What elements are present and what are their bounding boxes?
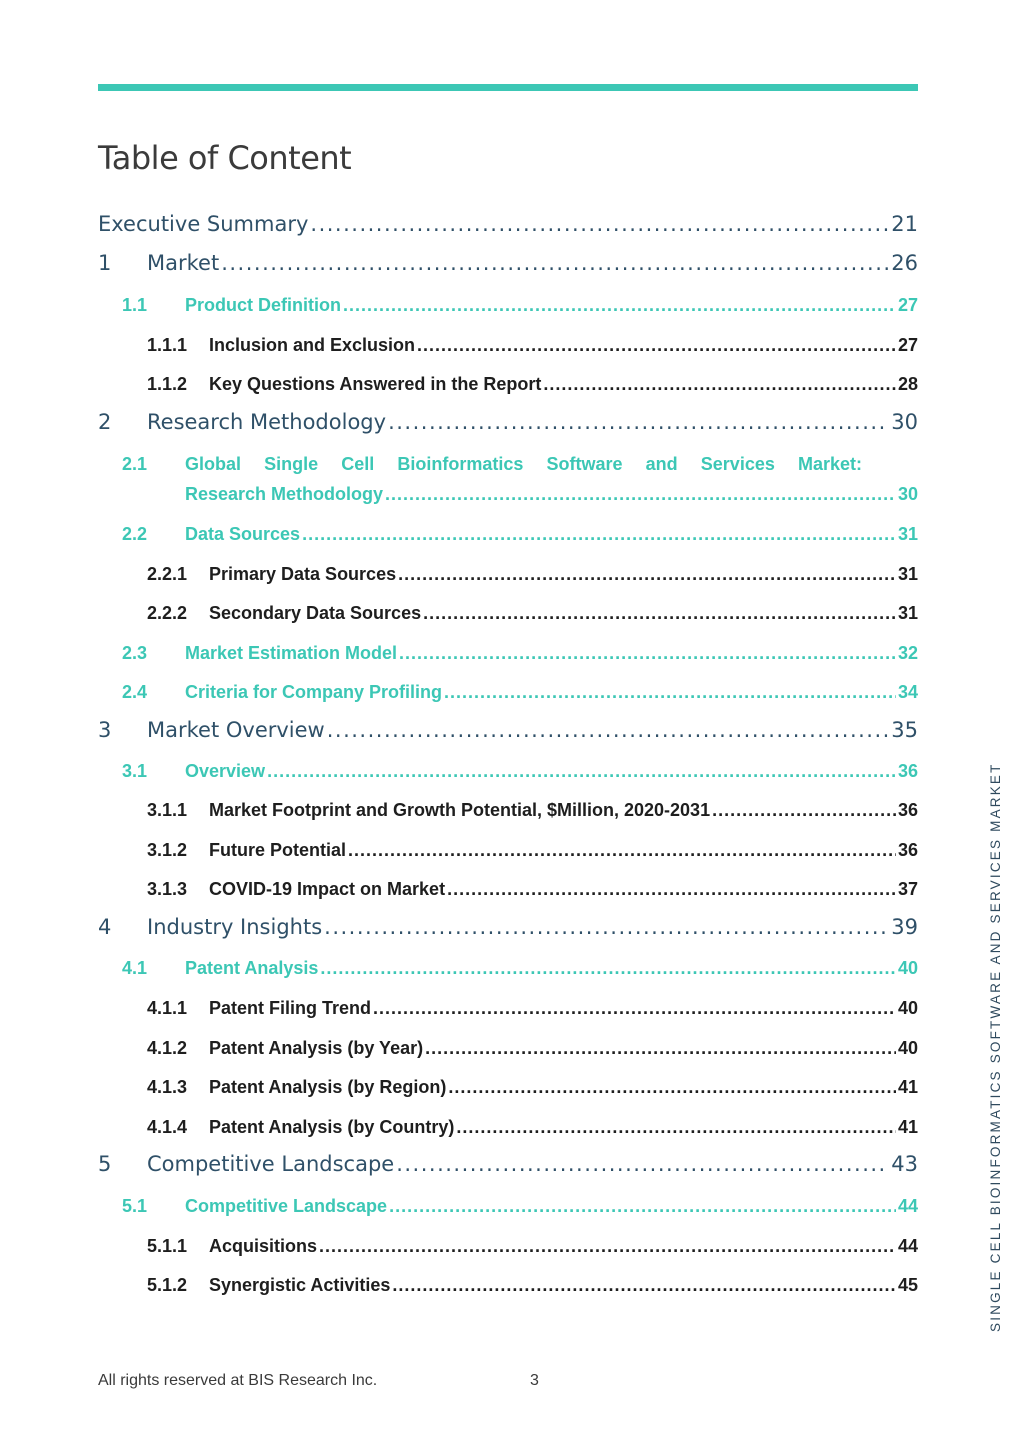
toc-page: 39 — [891, 915, 918, 939]
toc-leader — [319, 1236, 896, 1257]
toc-page: 35 — [891, 718, 918, 742]
toc-leader — [543, 374, 896, 395]
toc-label: Industry Insights — [147, 915, 323, 939]
toc-number: 4.1.2 — [147, 1038, 188, 1058]
toc-page: 31 — [897, 524, 918, 544]
toc-leader — [448, 1077, 896, 1098]
page-title: Table of Content — [98, 139, 352, 177]
toc-page: 41 — [897, 1077, 918, 1097]
toc-number: 3.1 — [122, 761, 148, 781]
toc-number: 4.1.1 — [147, 998, 188, 1018]
toc-page: 40 — [897, 1038, 918, 1058]
toc-number: 5.1 — [122, 1196, 148, 1216]
toc-leader — [310, 212, 889, 236]
toc-page: 40 — [897, 998, 918, 1018]
toc-number: 2.1 — [122, 454, 148, 474]
toc-leader — [343, 295, 896, 316]
toc-label: Future Potential — [209, 840, 347, 860]
toc-page: 30 — [891, 410, 918, 434]
toc-page: 28 — [897, 374, 918, 394]
toc-leader — [423, 603, 896, 624]
toc-number: 4.1.3 — [147, 1077, 188, 1097]
toc-label: Secondary Data Sources — [209, 603, 422, 623]
toc-entry-patent-analysis[interactable] — [122, 958, 918, 984]
toc-entry-research-methodology[interactable] — [98, 410, 918, 440]
toc-entry-market-estimation-model[interactable] — [122, 643, 918, 669]
toc-entry-patent-filing-trend[interactable] — [147, 998, 918, 1024]
toc-label: Patent Analysis (by Year) — [209, 1038, 424, 1058]
toc-entry-patent-by-year[interactable] — [147, 1038, 918, 1064]
toc-label: Patent Analysis (by Region) — [209, 1077, 447, 1097]
toc-leader — [373, 998, 896, 1019]
toc-entry-data-sources[interactable] — [122, 524, 918, 550]
toc-page: 44 — [897, 1236, 918, 1256]
toc-label: Product Definition — [185, 295, 341, 315]
toc-label: Patent Analysis — [185, 958, 319, 978]
toc-label: COVID-19 Impact on Market — [209, 879, 446, 899]
toc-leader — [712, 800, 896, 821]
toc-leader — [447, 879, 896, 900]
toc-entry-market[interactable] — [98, 251, 918, 281]
toc-entry-inclusion-exclusion[interactable] — [147, 335, 918, 361]
toc-leader — [221, 251, 889, 275]
toc-leader — [327, 718, 890, 742]
toc-entry-company-profiling[interactable] — [122, 682, 918, 708]
toc-page: 36 — [897, 840, 918, 860]
toc-leader — [398, 564, 896, 585]
toc-label: Data Sources — [185, 524, 301, 544]
toc-page: 40 — [897, 958, 918, 978]
toc-page: 31 — [897, 603, 918, 623]
toc-label: Competitive Landscape — [185, 1196, 388, 1216]
toc-number: 2 — [98, 410, 112, 434]
toc-entry-synergistic-activities[interactable] — [147, 1275, 918, 1301]
toc-number: 4 — [98, 915, 112, 939]
toc-page: 27 — [897, 335, 918, 355]
toc-entry-competitive-landscape-sub[interactable] — [122, 1196, 918, 1222]
toc-label: Criteria for Company Profiling — [185, 682, 443, 702]
toc-number: 4.1.4 — [147, 1117, 188, 1137]
toc-leader — [302, 524, 896, 545]
toc-page: 21 — [891, 212, 918, 236]
toc-entry-secondary-data-sources[interactable] — [147, 603, 918, 629]
toc-leader — [320, 958, 896, 979]
toc-page: 45 — [897, 1275, 918, 1295]
toc-leader — [392, 1275, 896, 1296]
toc-number: 2.3 — [122, 643, 148, 663]
toc-entry-market-overview[interactable] — [98, 718, 918, 748]
toc-number: 2.2.1 — [147, 564, 188, 584]
toc-entry-executive-summary[interactable] — [98, 212, 918, 242]
toc-entry-industry-insights[interactable] — [98, 915, 918, 945]
toc-page: 31 — [897, 564, 918, 584]
toc-leader — [396, 1152, 889, 1176]
footer-rights: All rights reserved at BIS Research Inc. — [98, 1372, 378, 1389]
toc-number: 1.1.1 — [147, 335, 188, 355]
toc-entry-primary-data-sources[interactable] — [147, 564, 918, 590]
toc-number: 4.1 — [122, 958, 148, 978]
toc-label: Market Footprint and Growth Potential, $Million, 2020-2031 — [209, 800, 711, 820]
toc-page: 27 — [897, 295, 918, 315]
toc-entry-market-footprint[interactable] — [147, 800, 918, 826]
toc-number: 5.1.1 — [147, 1236, 188, 1256]
toc-word: Single — [264, 454, 319, 474]
toc-label: Synergistic Activities — [209, 1275, 391, 1295]
toc-entry-global-research-methodology[interactable] — [122, 454, 918, 505]
toc-label: Executive Summary — [98, 212, 309, 236]
toc-word: Market: — [797, 454, 862, 474]
toc-leader — [444, 682, 896, 703]
toc-entry-competitive-landscape[interactable] — [98, 1152, 918, 1182]
toc-page: 43 — [891, 1152, 918, 1176]
toc-page: 34 — [897, 682, 918, 702]
toc-leader — [425, 1038, 896, 1059]
toc-leader — [267, 761, 896, 782]
toc-label: Market — [147, 251, 220, 275]
toc-label-line2: Research Methodology — [185, 484, 384, 504]
toc-page: 30 — [897, 484, 918, 504]
toc-page: 26 — [891, 251, 918, 275]
toc-entry-key-questions[interactable] — [147, 374, 918, 400]
vertical-report-title: SINGLE CELL BIOINFORMATICS SOFTWARE AND SERVICES MARKET — [988, 762, 1003, 1332]
toc-label-line1 — [185, 454, 918, 475]
toc-number: 2.4 — [122, 682, 148, 702]
toc-page: 36 — [897, 800, 918, 820]
toc-page: 37 — [897, 879, 918, 899]
toc-word: Global — [185, 454, 242, 474]
toc-label: Market Overview — [147, 718, 325, 742]
toc-leader — [324, 915, 889, 939]
toc-label: Inclusion and Exclusion — [209, 335, 416, 355]
toc-page: 36 — [897, 761, 918, 781]
toc-entry-overview[interactable] — [122, 761, 918, 787]
toc-leader — [456, 1117, 896, 1138]
toc-label: Patent Analysis (by Country) — [209, 1117, 455, 1137]
toc-page: 44 — [897, 1196, 918, 1216]
toc-leader — [389, 1196, 896, 1217]
toc-word: Software — [546, 454, 623, 474]
toc-entry-future-potential[interactable] — [147, 840, 918, 866]
toc-entry-acquisitions[interactable] — [147, 1236, 918, 1262]
toc-leader — [399, 643, 896, 664]
toc-label: Market Estimation Model — [185, 643, 398, 663]
toc-entry-patent-by-country[interactable] — [147, 1117, 918, 1143]
toc-entry-covid-impact[interactable] — [147, 879, 918, 905]
toc-number: 1.1 — [122, 295, 148, 315]
toc-entry-product-definition[interactable] — [122, 295, 918, 321]
toc-label: Key Questions Answered in the Report — [209, 374, 542, 394]
toc-word: Services — [700, 454, 775, 474]
toc-number: 5.1.2 — [147, 1275, 188, 1295]
toc-number: 5 — [98, 1152, 112, 1176]
toc-number: 3 — [98, 718, 112, 742]
toc-leader — [388, 410, 889, 434]
toc-label: Overview — [185, 761, 266, 781]
toc-page: 32 — [897, 643, 918, 663]
toc-leader — [348, 840, 896, 861]
toc-word: Bioinformatics — [397, 454, 524, 474]
toc-label: Research Methodology — [147, 410, 387, 434]
toc-label: Acquisitions — [209, 1236, 318, 1256]
toc-number: 3.1.2 — [147, 840, 188, 860]
toc-label: Competitive Landscape — [147, 1152, 395, 1176]
toc-page: 41 — [897, 1117, 918, 1137]
toc-label: Patent Filing Trend — [209, 998, 372, 1018]
toc-leader — [417, 335, 896, 356]
toc-leader — [385, 484, 896, 505]
toc-number: 1.1.2 — [147, 374, 188, 394]
toc-word: and — [645, 454, 678, 474]
toc-number: 2.2 — [122, 524, 148, 544]
toc-label: Primary Data Sources — [209, 564, 397, 584]
toc-number: 3.1.1 — [147, 800, 188, 820]
toc-entry-patent-by-region[interactable] — [147, 1077, 918, 1103]
footer-page-number: 3 — [530, 1372, 539, 1389]
toc-word: Cell — [341, 454, 375, 474]
toc-number: 1 — [98, 251, 112, 275]
toc-number: 2.2.2 — [147, 603, 188, 623]
toc-number: 3.1.3 — [147, 879, 188, 899]
